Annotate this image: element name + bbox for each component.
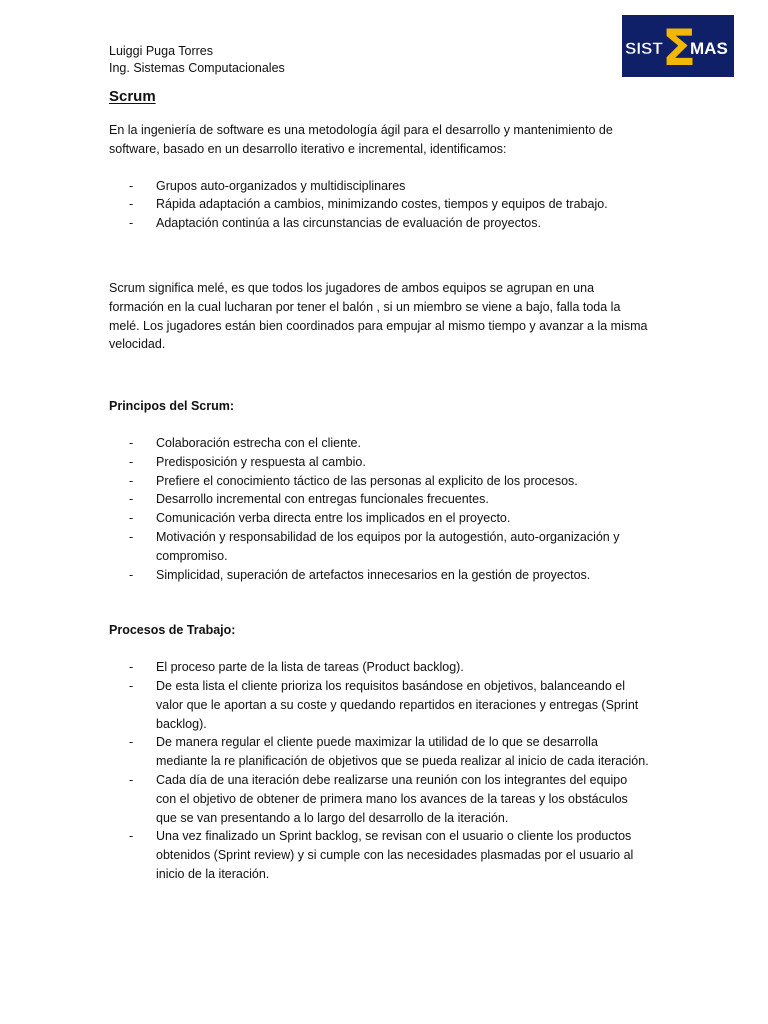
dash-bullet: - — [129, 529, 134, 544]
list-item — [109, 214, 649, 233]
list-item — [109, 195, 649, 214]
dash-bullet: - — [129, 178, 134, 193]
list-item-text: De manera regular el cliente puede maximizar la utilidad de lo que se desarrolla mediante la re planificación de objetivos que se pueda realizar al inicio de cada iteración. — [156, 735, 649, 769]
list-item — [109, 827, 649, 883]
page-title: Scrum — [109, 88, 156, 105]
dash-bullet: - — [129, 454, 134, 469]
list-item — [109, 566, 649, 585]
dash-bullet: - — [129, 473, 134, 488]
dash-bullet: - — [129, 435, 134, 450]
author-name: Luiggi Puga Torres — [109, 44, 214, 58]
list-item — [109, 509, 649, 528]
dash-bullet: - — [129, 567, 134, 582]
meaning-paragraph: Scrum significa melé, es que todos los jugadores de ambos equipos se agrupan en una formación en la cual lucharan por tener el balón , si un miembro se viene a bajo, falla toda la melé. Los jugadores están bien coordinados para empujar al mismo tiempo y avanzar a la misma velocidad. — [109, 280, 648, 352]
list-item-text: Cada día de una iteración debe realizarse una reunión con los integrantes del equipo con el objetivo de obtener de primera mano los avances de la tareas y los obstáculos que se van presentando a lo largo del desarrollo de la iteración. — [156, 772, 628, 825]
author-program: Ing. Sistemas Computacionales — [109, 61, 285, 75]
list-item — [109, 658, 649, 677]
logo-sigma: Σ — [662, 19, 697, 77]
dash-bullet: - — [129, 660, 134, 675]
logo-text-right: MAS — [690, 39, 728, 58]
list-item — [109, 528, 649, 566]
list-item — [109, 771, 649, 827]
dash-bullet: - — [129, 492, 134, 507]
list-item-text: Desarrollo incremental con entregas funcionales frecuentes. — [156, 492, 489, 507]
dash-bullet: - — [129, 678, 134, 693]
document-body — [109, 121, 649, 884]
dash-bullet: - — [129, 735, 134, 750]
list-item-text: Predisposición y respuesta al cambio. — [156, 454, 366, 469]
dash-bullet: - — [129, 772, 134, 787]
intro-paragraph: En la ingeniería de software es una metodología ágil para el desarrollo y mantenimiento de software, basado en un desarrollo iterativo e incremental, identificamos: — [109, 123, 613, 156]
list-item-text: Adaptación continúa a las circunstancias de evaluación de proyectos. — [156, 216, 541, 231]
sistemas-logo — [622, 15, 734, 77]
dash-bullet: - — [129, 829, 134, 844]
list-item — [109, 677, 649, 733]
principles-heading: Principos del Scrum: — [109, 399, 235, 414]
list-item — [109, 490, 649, 509]
list-item-text: Grupos auto-organizados y multidisciplinares — [156, 178, 406, 193]
intro-list — [109, 177, 649, 233]
author-block — [109, 43, 285, 77]
list-item-text: De esta lista el cliente prioriza los requisitos basándose en objetivos, balanceando el valor que le aportan a su coste y quedando repartidos en iteraciones y entregas (Sprint backlog). — [156, 678, 639, 731]
list-item-text: Colaboración estrecha con el cliente. — [156, 435, 361, 450]
list-item — [109, 177, 649, 196]
list-item-text: Simplicidad, superación de artefactos innecesarios en la gestión de proyectos. — [156, 567, 591, 582]
processes-list — [109, 658, 649, 884]
dash-bullet: - — [129, 216, 134, 231]
list-item — [109, 472, 649, 491]
list-item-text: Motivación y responsabilidad de los equipos por la autogestión, auto-organización y compromiso. — [156, 529, 620, 563]
list-item — [109, 453, 649, 472]
list-item-text: Prefiere el conocimiento táctico de las personas al explicito de los procesos. — [156, 473, 578, 488]
logo-text-left: SIST — [625, 39, 663, 58]
list-item — [109, 434, 649, 453]
list-item-text: Rápida adaptación a cambios, minimizando costes, tiempos y equipos de trabajo. — [156, 197, 608, 212]
dash-bullet: - — [129, 197, 134, 212]
list-item-text: Comunicación verba directa entre los implicados en el proyecto. — [156, 511, 511, 526]
principles-list — [109, 434, 649, 584]
processes-heading: Procesos de Trabajo: — [109, 623, 236, 638]
dash-bullet: - — [129, 511, 134, 526]
list-item-text: Una vez finalizado un Sprint backlog, se revisan con el usuario o cliente los productos obtenidos (Sprint review) y si cumple con las necesidades plasmadas por el usuario al inicio de la iteración. — [156, 829, 634, 881]
list-item-text: El proceso parte de la lista de tareas (Product backlog). — [156, 660, 464, 675]
list-item — [109, 733, 649, 771]
